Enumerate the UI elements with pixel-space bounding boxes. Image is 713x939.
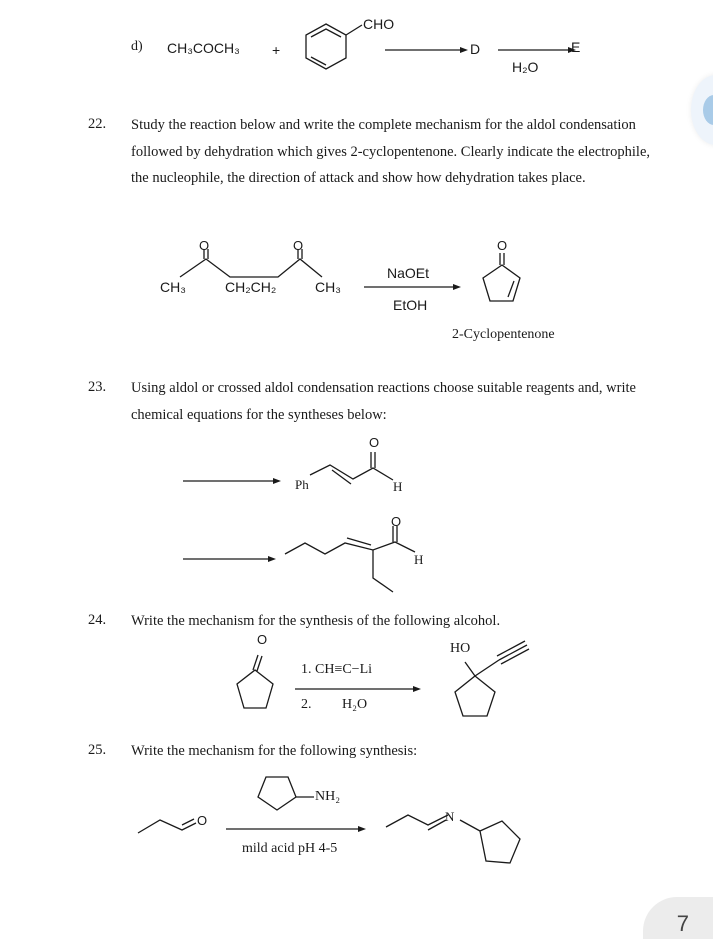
question-25-text: Write the mechanism for the following synthesis: [131,743,418,759]
diketone-chain [180,259,322,277]
imine-chain [386,815,448,827]
item-d-scheme [290,10,590,80]
q22-oxygen-1: O [199,238,210,253]
q22-ch3-left: CH₃ [160,279,186,295]
q24-step-2-number: 2. [301,697,312,712]
q23-oxygen-2: O [391,514,402,529]
item-d-label: d) [131,39,143,54]
q24-step-2: H₂O [342,697,368,712]
q22-ch3-right: CH₃ [315,279,341,295]
cyclopentylamine-ring [258,777,296,810]
item-d-plus: + [272,42,281,58]
aldehyde-group: CHO [363,16,395,32]
q22-reagent-bottom: EtOH [393,297,428,313]
question-23-number: 23. [88,379,107,395]
product-d: D [470,41,481,57]
ethyl-branch [373,550,393,592]
q23-scheme [175,440,455,600]
q23-ph: Ph [295,477,309,492]
q24-step-1: 1. CH≡C−Li [301,662,373,677]
q22-ch2ch2: CH₂CH₂ [225,279,277,295]
q22-scheme [150,235,550,315]
q25-nitrogen: N [445,809,455,824]
q22-product-name: 2-Cyclopentenone [452,327,555,342]
q25-condition: mild acid pH 4-5 [242,841,338,856]
question-22-text: Study the reaction below and write the complete mechanism for the aldol condensation followed by dehydration which gives 2-cyclopentenone. Clearly indicate the electrophile, the nucleophile, the direction of attack and show how dehydration takes place. [131,117,651,186]
cinnamaldehyde-chain [310,465,393,480]
q22-reagent-top: NaOEt [387,265,430,281]
benzene-ring [306,24,346,69]
product-e: E [571,39,581,55]
q23-h-2: H [414,552,424,567]
question-22-number: 22. [88,116,107,132]
item-d-reactant: CH₃COCH₃ [167,40,240,56]
q25-amine: NH₂ [315,789,341,804]
question-24-text: Write the mechanism for the synthesis of the following alcohol. [131,613,501,629]
q22-product-oxygen: O [497,238,508,253]
question-23-text: Using aldol or crossed aldol condensation reactions choose suitable reagents and, write chemical equations for the syntheses below: [131,380,636,423]
q24-scheme [215,640,535,725]
enal-chain [285,542,415,554]
q24-ho: HO [450,641,471,656]
q25-oxygen: O [197,813,208,828]
q22-oxygen-2: O [293,238,304,253]
cyclopentanol-ring [455,676,495,716]
imine-cyclopentyl-ring [480,821,520,863]
page-number: 7 [676,911,689,936]
q23-h-1: H [393,479,403,494]
q24-oxygen: O [257,632,268,647]
question-25-number: 25. [88,742,107,758]
cyclopentenone-ring [483,265,520,301]
cyclopentanone-ring [237,670,273,708]
reagent-water: H₂O [512,59,539,75]
cho-bond [346,25,362,35]
q25-scheme [130,765,530,875]
q23-oxygen-1: O [369,435,380,450]
side-floating-button[interactable] [691,75,713,145]
question-24-number: 24. [88,612,107,628]
